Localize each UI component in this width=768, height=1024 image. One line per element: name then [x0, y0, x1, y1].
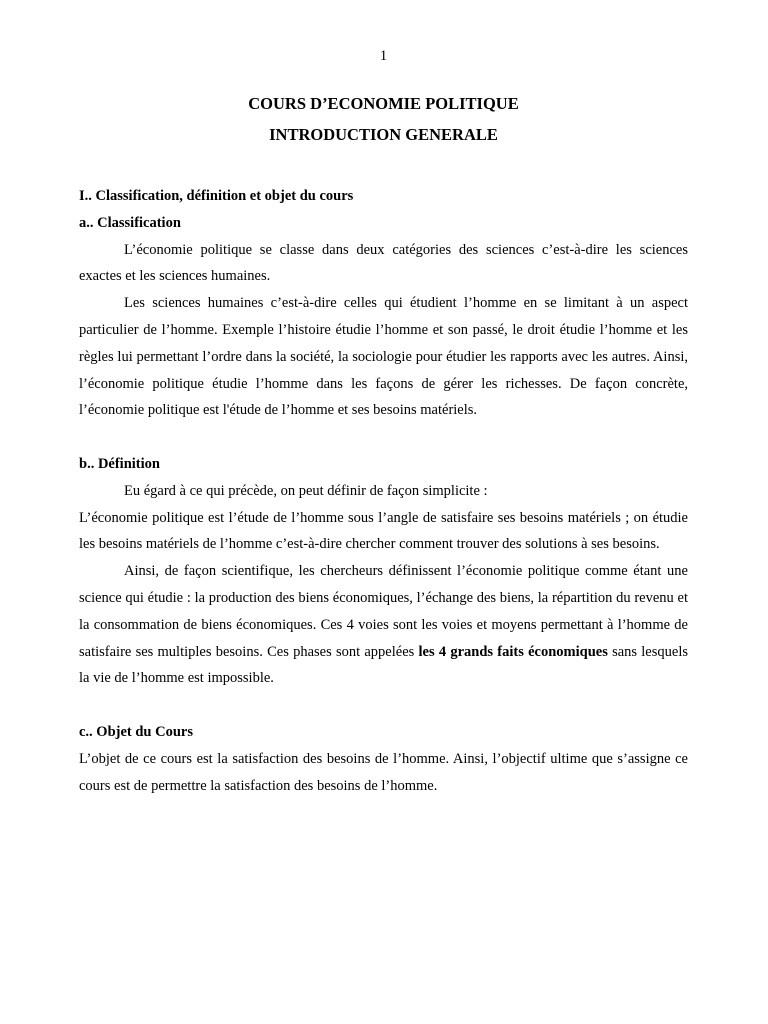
- document-page: [79, 0, 688, 1024]
- bold-text: les 4 grands faits économiques: [418, 643, 608, 660]
- document-title: COURS D’ECONOMIE POLITIQUE: [248, 94, 519, 113]
- paragraph: L’objet de ce cours est la satisfaction des besoins de l’homme. Ainsi, l’objectif ultime que s’assigne ce cours est de permettre la satisfaction des besoins de l’homme.: [79, 750, 688, 794]
- page-number: 1: [379, 48, 388, 64]
- document-body: [79, 183, 688, 799]
- paragraph-text: Ainsi, de façon scientifique, les chercheurs définissent l’économie politique comme étant une science qui étudie : la production des biens économiques, l’échange des biens, la répartition du revenu et la consommation de biens économiques. Ces 4 voies sont les voies et moyens permettant à l’homme de satisfaire ses multiples besoins. Ces phases sont appelées: [79, 563, 688, 660]
- paragraph: Les sciences humaines c’est-à-dire celles qui étudient l’homme en se limitant à un aspect particulier de l’homme. Exemple l’histoire étudie l’homme et son passé, le droit étudie l’homme et les règles lui permettant l’ordre dans la société, la sociologie pour étudier les rapports avec les autres. Ainsi, l’économie politique étudie l’homme dans les façons de gérer les richesses. De façon concrète, l’économie politique est l'étude de l’homme et ses besoins matériels.: [79, 295, 688, 419]
- paragraph: [79, 558, 688, 692]
- document-subtitle: INTRODUCTION GENERALE: [269, 125, 498, 144]
- subsection-heading-definition: b.. Définition: [79, 455, 160, 472]
- spacer: [79, 424, 688, 451]
- paragraph-text: sans lesquels la vie de l’homme est impossible.: [79, 643, 688, 687]
- paragraph: L’économie politique se classe dans deux catégories des sciences c’est-à-dire les sciences exactes et les sciences humaines.: [79, 241, 688, 285]
- paragraph: L’économie politique est l’étude de l’homme sous l’angle de satisfaire ses besoins matériels ; on étudie les besoins matériels de l’homme c’est-à-dire chercher comment trouver des solutions à ses besoins.: [79, 509, 688, 553]
- section-heading: I.. Classification, définition et objet du cours: [79, 188, 354, 204]
- subsection-heading-classification: a.. Classification: [79, 214, 181, 231]
- spacer: [79, 692, 688, 719]
- subsection-heading-objet: c.. Objet du Cours: [79, 723, 193, 740]
- paragraph: Eu égard à ce qui précède, on peut définir de façon simplicite :: [124, 482, 488, 499]
